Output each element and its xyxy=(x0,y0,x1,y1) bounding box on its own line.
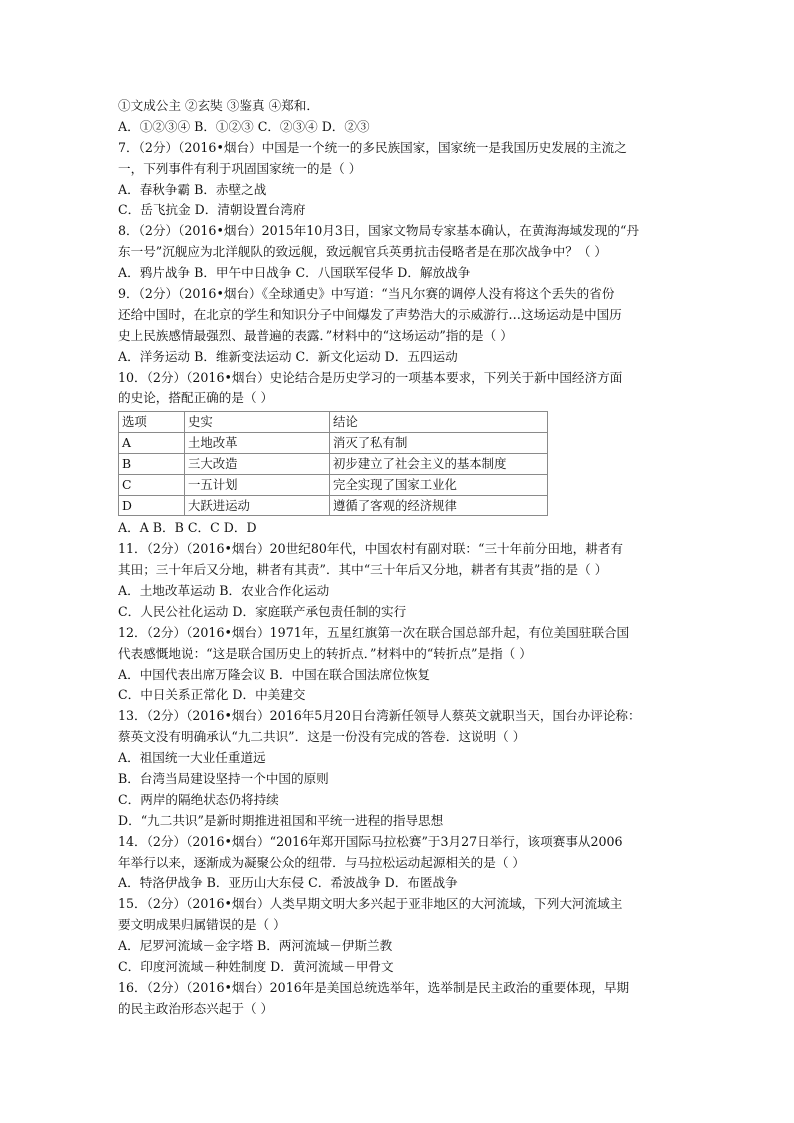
text-line: ①文成公主 ②玄奘 ③鉴真 ④郑和． xyxy=(118,98,319,113)
text-line: 的民主政治形态兴起于（ ） xyxy=(118,1000,274,1016)
text-line: C．两岸的隔绝状态仍将持续 xyxy=(118,791,279,807)
text-line: 年举行以来，逐渐成为凝聚公众的纽带．与马拉松运动起源相关的是（ ） xyxy=(118,854,526,870)
text-line: A．洋务运动 B．维新变法运动 C．新文化运动 D．五四运动 xyxy=(118,348,458,364)
text-line: A．中国代表出席万隆会议 B．中国在联合国法席位恢复 xyxy=(118,666,431,682)
text-line: 其田；三十年后又分地，耕者有其责”．其中“三十年后又分地，耕者有其责”指的是（ ） xyxy=(118,562,608,578)
table-cell: 消灭了私有制 xyxy=(330,433,548,454)
text-line: 8．（2分）（2016•烟台）2015年10月3日，国家文物局专家基本确认，在黄海海域发现的“丹 xyxy=(118,223,640,239)
table-row xyxy=(119,453,548,474)
text-line: 要文明成果归属错误的是（ ） xyxy=(118,917,286,933)
table-cell: 三大改造 xyxy=(185,453,330,474)
text-line: B．台湾当局建设坚持一个中国的原则 xyxy=(118,771,329,787)
text-line: 东一号”沉舰应为北洋舰队的致远舰，致远舰官兵英勇抗击侵略者是在那次战争中？（ ） xyxy=(118,244,608,260)
text-line: A．春秋争霸 B．赤壁之战 xyxy=(118,181,267,197)
text-line: C．岳飞抗金 D．清朝设置台湾府 xyxy=(118,202,306,218)
table-header-cell: 结论 xyxy=(330,412,548,433)
table-cell: 遵循了客观的经济规律 xyxy=(330,495,548,516)
question-text-block-top xyxy=(118,96,680,409)
text-line: A．A B．B C．C D．D xyxy=(118,520,257,536)
text-line: 13．（2分）（2016•烟台）2016年5月20日台湾新任领导人蔡英文就职当天，国台办评论称： xyxy=(118,708,641,724)
text-line: 15．（2分）（2016•烟台）人类早期文明大多兴起于亚非地区的大河流域，下列大河流域主 xyxy=(118,896,623,912)
question-text-block-bottom xyxy=(118,518,680,1019)
text-line: 10．（2分）（2016•烟台）史论结合是历史学习的一项基本要求，下列关于新中国经济方面 xyxy=(118,369,623,385)
text-line: D．“九二共识”是新时期推进祖国和平统一进程的指导思想 xyxy=(118,812,444,828)
text-line: A．鸦片战争 B．甲午中日战争 C．八国联军侵华 D．解放战争 xyxy=(118,265,471,281)
text-line: A．尼罗河流域－金字塔 B．两河流域－伊斯兰教 xyxy=(118,938,393,954)
table-cell: 土地改革 xyxy=(185,433,330,454)
text-line: C．人民公社化运动 D．家庭联产承包责任制的实行 xyxy=(118,603,407,619)
text-line: C．印度河流域－种姓制度 D．黄河流域－甲骨文 xyxy=(118,959,394,975)
text-line: A．特洛伊战争 B．亚历山大东侵 C．希波战争 D．布匿战争 xyxy=(118,875,458,891)
table-cell: 大跃进运动 xyxy=(185,495,330,516)
table-row xyxy=(119,474,548,495)
text-line: 代表感慨地说：“这是联合国历史上的转折点．”材料中的“转折点”是指（ ） xyxy=(118,645,532,661)
text-line: 9．（2分）（2016•烟台）《全球通史》中写道：“当凡尔赛的调停人没有将这个丢失的省份 xyxy=(118,286,615,302)
table-row xyxy=(119,433,548,454)
text-line: 7．（2分）（2016•烟台）中国是一个统一的多民族国家，国家统一是我国历史发展的主流之 xyxy=(118,139,627,155)
table-cell: 一五计划 xyxy=(185,474,330,495)
text-line: 11．（2分）（2016•烟台）20世纪80年代，中国农村有副对联：“三十年前分田地，耕者有 xyxy=(118,541,623,557)
table-header-cell: 选项 xyxy=(119,412,185,433)
text-line: 12．（2分）（2016•烟台）1971年，五星红旗第一次在联合国总部升起，有位美国驻联合国 xyxy=(118,624,630,640)
table-header-row xyxy=(119,412,548,433)
text-line: A．①②③④ B．①②③ C．②③④ D．②③ xyxy=(118,118,370,134)
text-line: 还给中国时，在北京的学生和知识分子中间爆发了声势浩大的示威游行…这场运动是中国历 xyxy=(118,306,622,322)
table-cell: A xyxy=(119,433,185,454)
table-row xyxy=(119,495,548,516)
text-line: 蔡英文没有明确承认“九二共识”．这是一份没有完成的答卷．这说明（ ） xyxy=(118,729,526,745)
text-line: 14．（2分）（2016•烟台）“2016年郑开国际马拉松赛”于3月27日举行，该项赛事从2006 xyxy=(118,833,623,849)
text-line: C．中日关系正常化 D．中美建交 xyxy=(118,687,306,703)
table-cell: 完全实现了国家工业化 xyxy=(330,474,548,495)
text-line: A．土地改革运动 B．农业合作化运动 xyxy=(118,583,330,599)
table-cell: D xyxy=(119,495,185,516)
text-line: 一，下列事件有利于巩固国家统一的是（ ） xyxy=(118,160,362,176)
table-cell: 初步建立了社会主义的基本制度 xyxy=(330,453,548,474)
table-header-cell: 史实 xyxy=(185,412,330,433)
text-line: 的史论，搭配正确的是（ ） xyxy=(118,390,274,406)
history-conclusion-table xyxy=(118,411,548,516)
text-line: 16．（2分）（2016•烟台）2016年是美国总统选举年，选举制是民主政治的重要体现，早期 xyxy=(118,979,630,995)
exam-page xyxy=(118,96,680,1020)
table-cell: B xyxy=(119,453,185,474)
text-line: 史上民族感情最强烈、最普遍的表露．”材料中的“这场运动”指的是（ ） xyxy=(118,327,513,343)
text-line: A．祖国统一大业任重道远 xyxy=(118,750,266,766)
table-cell: C xyxy=(119,474,185,495)
